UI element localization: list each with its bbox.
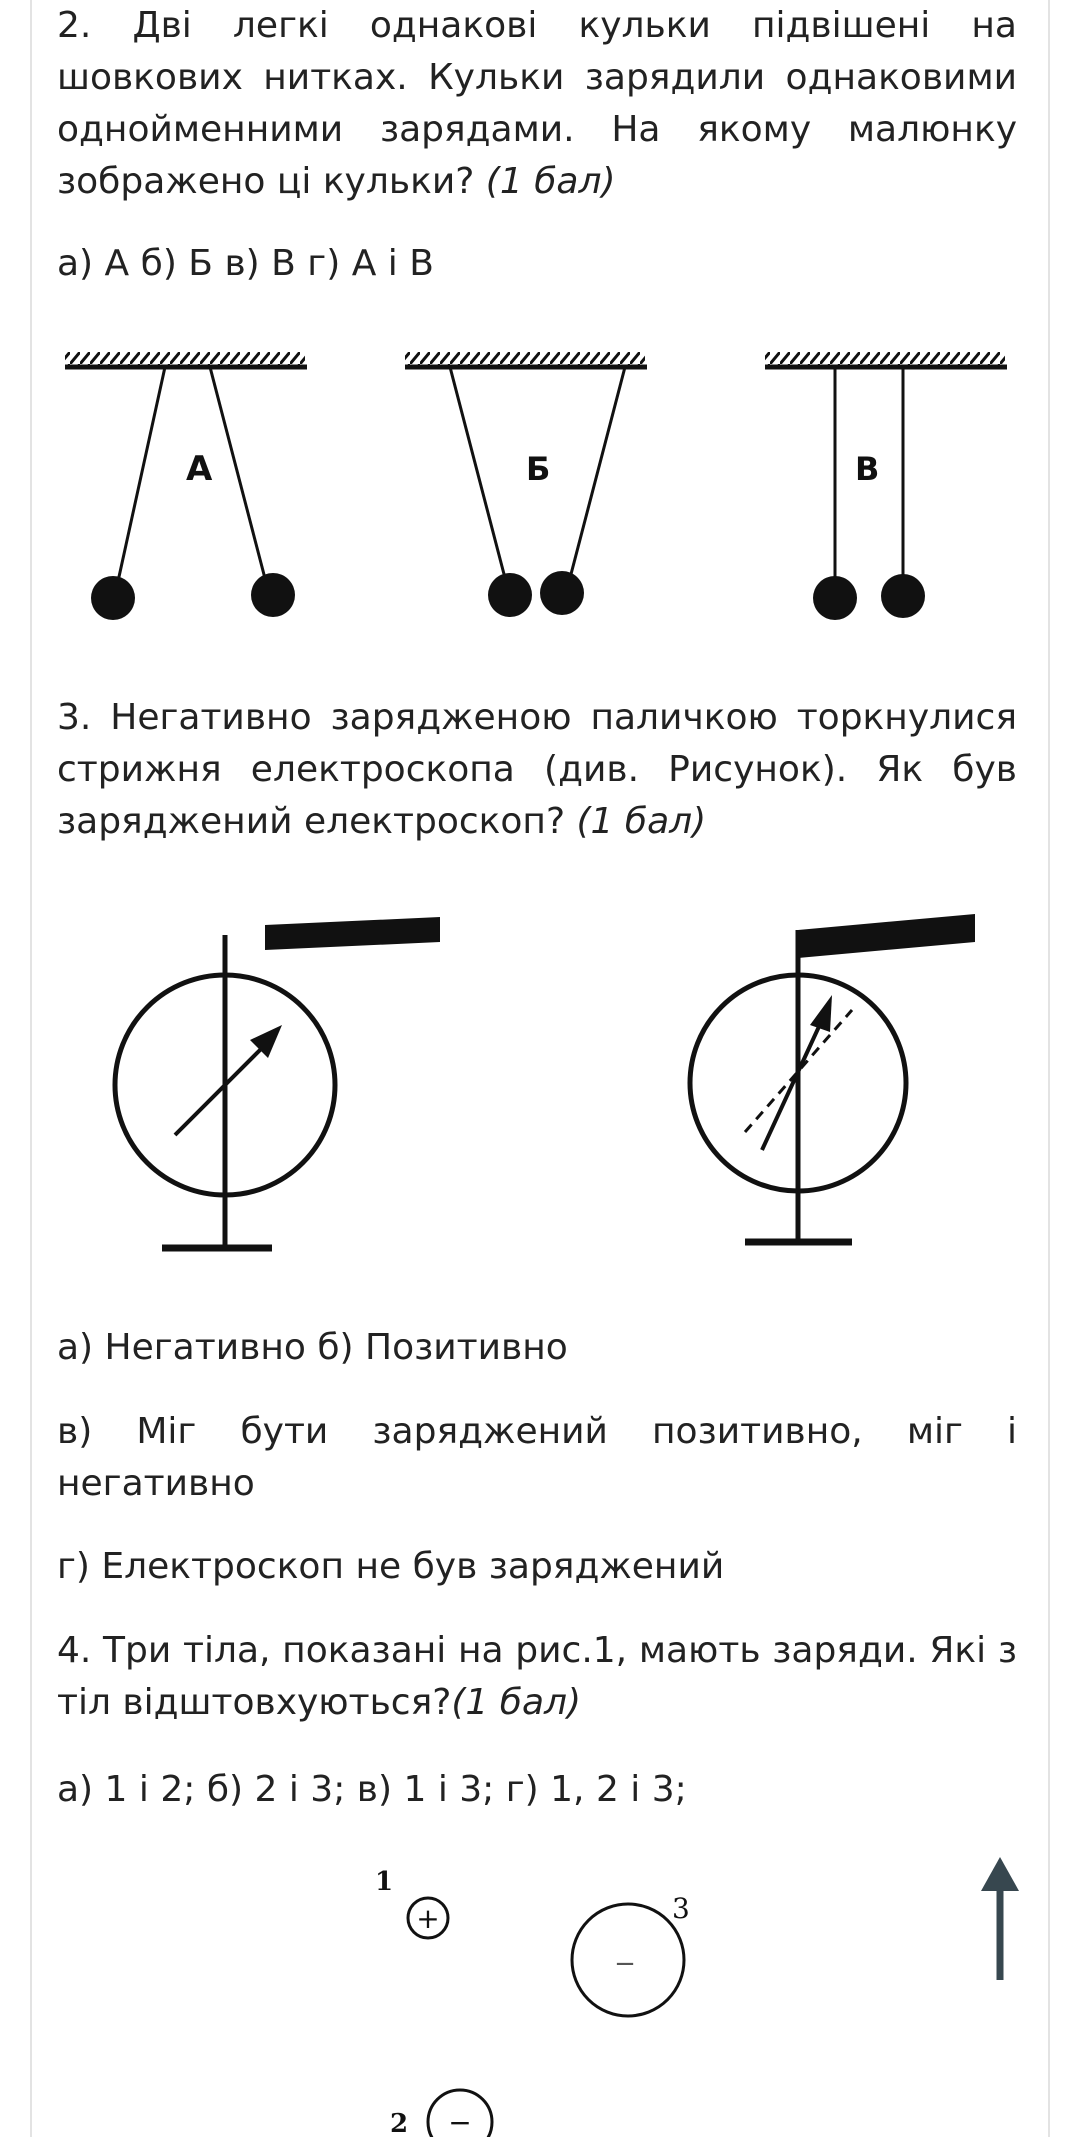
q3-answer-d: г) Електроскоп не був заряджений — [57, 1546, 725, 1587]
arrow-up-icon[interactable] — [975, 1855, 1025, 1985]
q3-points: (1 бал) — [576, 801, 707, 842]
body-2-label: 2 — [390, 2109, 409, 2137]
electroscope-after — [690, 914, 975, 1242]
question-2-text — [57, 0, 1017, 208]
q2-points: (1 бал) — [485, 161, 616, 202]
q3-line-2: стрижня електроскопа (див. Рисунок). Як був — [57, 749, 1017, 790]
q3-line-3: заряджений електроскоп? — [57, 801, 566, 842]
q3-line-1: 3. Негативно зарядженою паличкою торкнулися — [57, 697, 1017, 738]
body-3 — [572, 1892, 690, 2016]
body-3-label: 3 — [672, 1892, 690, 1925]
body-3-sign: − — [614, 1949, 636, 1979]
label-b: Б — [526, 450, 551, 488]
q2-line-3: однойменними зарядами. На якому малюнку — [57, 109, 1017, 150]
electroscope-before — [115, 917, 440, 1248]
q4-answers: а) 1 і 2; б) 2 і 3; в) 1 і 3; г) 1, 2 і 3; — [57, 1769, 687, 1810]
body-1-sign: + — [416, 1902, 440, 1935]
charged-bodies-figure — [320, 1850, 740, 2137]
q2-line-4: зображено ці кульки? — [57, 161, 475, 202]
body-2 — [390, 2090, 492, 2137]
q3-answer-a-b: а) Негативно б) Позитивно — [57, 1327, 568, 1368]
label-a: А — [186, 449, 213, 489]
q4-points: (1 бал) — [451, 1682, 582, 1723]
q2-line-1: 2. Дві легкі однакові кульки підвішені на — [57, 5, 1017, 46]
pendulum-b — [405, 352, 647, 617]
pendulum-a — [65, 352, 307, 620]
q2-answers: а) А б) Б в) В г) А і В — [57, 243, 434, 284]
question-3-text — [57, 692, 1017, 848]
question-4-text — [57, 1625, 1017, 1729]
body-2-sign: − — [448, 2106, 472, 2137]
q4-line-1: 4. Три тіла, показані на рис.1, мають заряди. Які з — [57, 1630, 1017, 1671]
q2-line-2: шовкових нитках. Кульки зарядили однаковими — [57, 57, 1017, 98]
body-1 — [375, 1867, 448, 1938]
q4-line-2: тіл відштовхуються? — [57, 1682, 452, 1723]
body-1-label: 1 — [375, 1867, 394, 1897]
label-c: В — [855, 450, 880, 488]
q3-answer-c-line-1: в) Міг бути заряджений позитивно, міг і — [57, 1411, 1017, 1452]
pendulums-figure — [60, 340, 1020, 640]
q3-answer-c — [57, 1406, 1017, 1510]
electroscopes-figure — [100, 900, 1000, 1270]
pendulum-c — [765, 352, 1007, 620]
q3-answer-c-line-2: негативно — [57, 1463, 255, 1504]
